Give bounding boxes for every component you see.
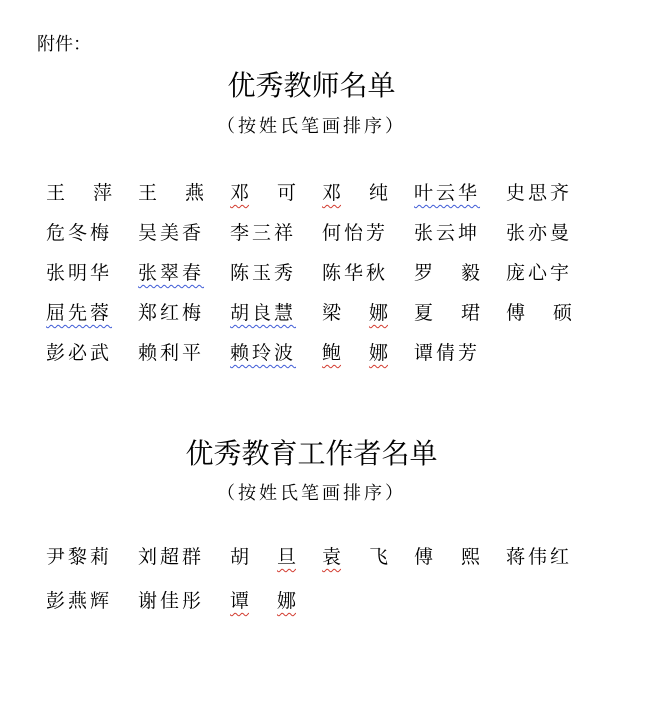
teacher-name: 何怡芳 <box>322 222 389 244</box>
name-character: 硕 <box>552 302 572 324</box>
name-character: 袁 <box>322 546 342 568</box>
name-character: 燕 <box>184 182 204 204</box>
name-character: 王 <box>46 182 66 204</box>
teacher-name: 张云坤 <box>414 222 481 244</box>
teacher-name: 胡良慧 <box>230 302 297 324</box>
teacher-name <box>322 301 388 325</box>
name-character: 娜 <box>368 342 388 364</box>
name-character: 飞 <box>368 546 388 568</box>
name-character: 夏 <box>414 302 434 324</box>
name-character: 熙 <box>460 546 480 568</box>
worker-name: 谢佳彤 <box>138 590 205 612</box>
name-character: 傅 <box>506 302 526 324</box>
name-character: 谭 <box>230 590 250 612</box>
teacher-name: 屈先蓉 <box>46 302 113 324</box>
name-character: 萍 <box>92 182 112 204</box>
worker-name: 蒋伟红 <box>506 546 573 568</box>
teacher-name <box>414 301 480 325</box>
teacher-name: 庞心宇 <box>506 262 573 284</box>
worker-name <box>414 545 480 569</box>
teacher-name <box>230 181 296 205</box>
teacher-name: 赖利平 <box>138 342 205 364</box>
name-character: 傅 <box>414 546 434 568</box>
attachment-label: 附件： <box>37 34 91 55</box>
teacher-name: 郑红梅 <box>138 302 205 324</box>
name-character: 罗 <box>414 262 434 284</box>
teacher-name: 李三祥 <box>230 222 297 244</box>
name-character: 纯 <box>368 182 388 204</box>
teachers-name-list <box>46 181 598 365</box>
teacher-name: 史思齐 <box>506 182 573 204</box>
teacher-name: 彭必武 <box>46 342 113 364</box>
teacher-name: 张翠春 <box>138 262 205 284</box>
name-character: 娜 <box>368 302 388 324</box>
teacher-name <box>46 181 112 205</box>
teacher-name <box>414 261 480 285</box>
worker-name <box>230 545 296 569</box>
teacher-name: 谭倩芳 <box>414 342 481 364</box>
name-character: 邓 <box>230 182 250 204</box>
workers-name-list <box>46 545 598 613</box>
worker-name <box>322 545 388 569</box>
worker-name: 刘超群 <box>138 546 205 568</box>
name-character: 邓 <box>322 182 342 204</box>
teacher-name <box>322 341 388 365</box>
teachers-subtitle: （按姓氏笔画排序） <box>217 116 406 137</box>
teacher-name: 陈玉秀 <box>230 262 297 284</box>
worker-name: 尹黎莉 <box>46 546 113 568</box>
teacher-name: 叶云华 <box>414 182 481 204</box>
workers-title: 优秀教育工作者名单 <box>185 437 438 470</box>
name-character: 可 <box>276 182 296 204</box>
teacher-name: 陈华秋 <box>322 262 389 284</box>
teacher-name: 张明华 <box>46 262 113 284</box>
name-character: 珺 <box>460 302 480 324</box>
teacher-name: 赖玲波 <box>230 342 297 364</box>
name-character: 王 <box>138 182 158 204</box>
name-character: 胡 <box>230 546 250 568</box>
teachers-title: 优秀教师名单 <box>227 69 396 102</box>
worker-name: 彭燕辉 <box>46 590 113 612</box>
teacher-name <box>138 181 204 205</box>
teacher-name: 张亦曼 <box>506 222 573 244</box>
worker-name <box>230 589 296 613</box>
teacher-name <box>322 181 388 205</box>
name-character: 梁 <box>322 302 342 324</box>
teacher-name <box>506 301 572 325</box>
teacher-name: 吴美香 <box>138 222 205 244</box>
name-character: 鲍 <box>322 342 342 364</box>
name-character: 毅 <box>460 262 480 284</box>
name-character: 娜 <box>276 590 296 612</box>
name-character: 旦 <box>276 546 296 568</box>
workers-subtitle: （按姓氏笔画排序） <box>217 483 406 504</box>
teacher-name: 危冬梅 <box>46 222 113 244</box>
